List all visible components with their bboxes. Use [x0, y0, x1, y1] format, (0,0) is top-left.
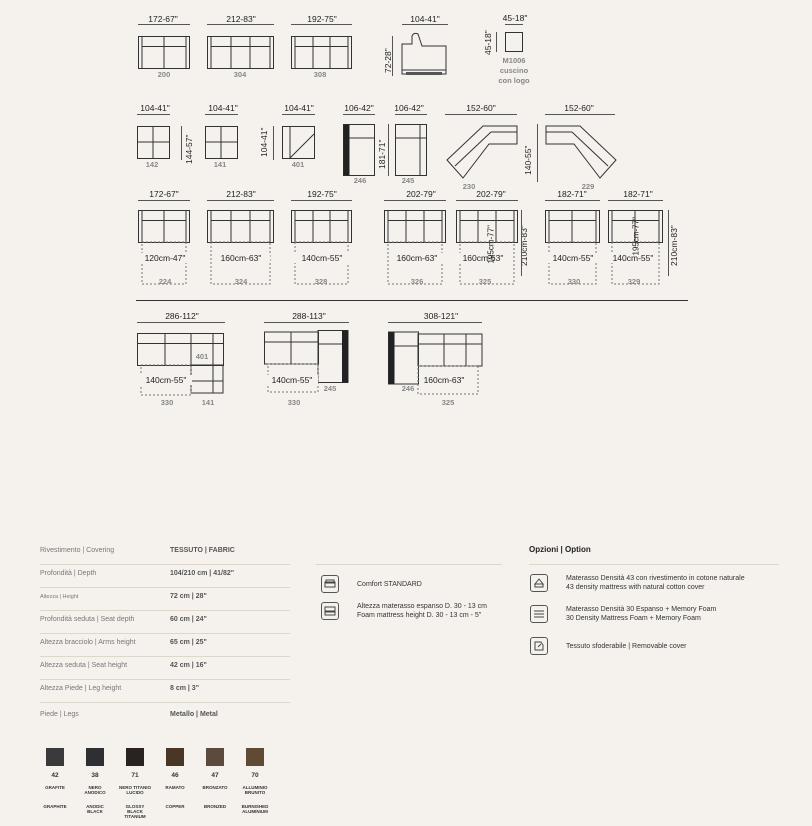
dim-line — [205, 114, 238, 115]
finish-name-en: GLOSSY BLACK TITANIUM — [124, 804, 146, 819]
dim-line — [207, 24, 274, 25]
dim-line — [273, 126, 274, 160]
dim-label: 172-67" — [149, 189, 179, 199]
dim-label: 182-71" — [623, 189, 653, 199]
sofabed-diagram — [384, 210, 446, 286]
sofabed-diagram — [138, 210, 190, 286]
finish-swatch — [246, 748, 264, 766]
side-dim: 144-57" — [184, 134, 194, 164]
option-text: 43 density mattress with natural cotton cover — [566, 584, 705, 591]
spec-value: Metallo | Metal — [170, 711, 218, 718]
corner-module-diagram — [137, 126, 170, 160]
spec-row — [40, 564, 290, 588]
model-code: 230 — [462, 182, 476, 191]
finish-number: 46 — [171, 772, 179, 779]
dim-label: 104-41" — [140, 103, 170, 113]
dim-line — [537, 124, 538, 182]
sofa-side-view-diagram — [400, 30, 450, 76]
finish-name-en: ANODIC BLACK — [86, 804, 104, 814]
spec-label: Altezza | Height — [40, 594, 79, 600]
finish-number: 70 — [251, 772, 259, 779]
dim-line — [343, 114, 375, 115]
dim-line — [388, 322, 482, 323]
bed-size-label: 140cm-55" — [608, 253, 658, 263]
model-code: 304 — [233, 70, 247, 79]
finish-swatch — [126, 748, 144, 766]
spec-row — [40, 656, 290, 680]
pouf-note-line: con logo — [498, 76, 530, 85]
dim-label: 308-121" — [423, 311, 459, 321]
dim-line — [608, 200, 663, 201]
bed-size-label: 160cm-63" — [420, 375, 468, 385]
dim-line — [496, 32, 497, 52]
spec-label: Piede | Legs — [40, 711, 79, 718]
side-dim: 210cm-83" — [669, 225, 679, 266]
dim-label: 212-83" — [226, 14, 256, 24]
spec-value: 72 cm | 28" — [170, 593, 207, 600]
model-code: 325 — [441, 398, 455, 407]
bed-size-label: 140cm-55" — [140, 375, 192, 385]
sofa-3seat-diagram — [291, 36, 352, 70]
finish-number: 42 — [51, 772, 59, 779]
dim-label: 45-18" — [502, 13, 528, 23]
spec-value: 42 cm | 16" — [170, 662, 207, 669]
finish-swatch — [206, 748, 224, 766]
side-dim: 140-55" — [523, 145, 533, 175]
dim-line — [264, 322, 349, 323]
spec-value: 8 cm | 3" — [170, 685, 200, 692]
model-code: 141 — [213, 160, 227, 169]
finish-name-it: BRONZATO — [202, 785, 228, 790]
finish-name-it: ALLUMINIO BRUNITO — [242, 785, 268, 795]
spec-label: Rivestimento | Covering — [40, 547, 115, 554]
dim-line — [137, 322, 225, 323]
dim-line — [392, 36, 393, 76]
side-dim: 210cm-83" — [519, 225, 529, 266]
model-code: 330 — [160, 398, 174, 407]
model-code: 142 — [145, 160, 159, 169]
dim-line — [291, 24, 352, 25]
spec-value: 60 cm | 24" — [170, 616, 207, 623]
dim-line — [384, 200, 446, 201]
option-text: Materasso Densità 30 Espanso + Memory Foam — [566, 606, 717, 613]
bed-size-label: 140cm-55" — [266, 375, 318, 385]
finish-number: 71 — [131, 772, 139, 779]
dim-label: 192-75" — [307, 14, 337, 24]
memory-foam-icon — [530, 605, 548, 623]
spec-row — [40, 587, 290, 611]
dim-label: 104-41" — [410, 14, 440, 24]
model-code: 200 — [157, 70, 171, 79]
model-code: 326 — [410, 277, 424, 286]
sofa-icon — [321, 575, 339, 593]
model-code: 328 — [314, 277, 328, 286]
dim-label: 202-79" — [406, 189, 436, 199]
corner-sofabed-diagram — [137, 333, 227, 399]
dim-label: 104-41" — [208, 103, 238, 113]
divider — [529, 564, 779, 565]
model-code: 245 — [323, 384, 337, 393]
model-code: 401 — [291, 160, 305, 169]
bed-size-label: 160cm-63" — [390, 253, 444, 263]
dim-label: 106-42" — [394, 103, 424, 113]
bed-size-label: 160cm-63" — [458, 253, 508, 263]
spec-row — [40, 541, 290, 565]
section-divider — [136, 300, 688, 301]
sofabed-diagram — [291, 210, 352, 286]
sofa-2seat-diagram — [138, 36, 190, 70]
model-code: 401 — [195, 352, 209, 361]
side-dim: 181-71" — [377, 139, 387, 169]
spec-value: 104/210 cm | 41/82" — [170, 570, 235, 577]
dim-label: 172-67" — [148, 14, 178, 24]
curved-corner-left-diagram — [445, 124, 519, 182]
finish-number: 38 — [91, 772, 99, 779]
finish-name-it: NERO ANODICO — [84, 785, 106, 795]
chaise-right-diagram — [395, 124, 427, 176]
sofabed-diagram — [545, 210, 600, 286]
dim-line — [445, 114, 517, 115]
dim-line — [207, 200, 274, 201]
finish-name-it: RAMATO — [165, 785, 185, 790]
dim-label: 182-71" — [557, 189, 587, 199]
spec-label: Altezza bracciolo | Arms height — [40, 639, 136, 646]
spec-label: Altezza seduta | Seat height — [40, 662, 128, 669]
model-code: 324 — [234, 277, 248, 286]
finish-swatch — [86, 748, 104, 766]
finish-name-en: COPPER — [165, 804, 185, 809]
spec-row — [40, 633, 290, 657]
model-code: 246 — [401, 384, 415, 393]
option-text: Tessuto sfoderabile | Removable cover — [566, 643, 687, 650]
dim-line — [282, 114, 315, 115]
side-dim: 104-41" — [259, 127, 269, 157]
dim-label: 192-75" — [307, 189, 337, 199]
model-code: 325 — [478, 277, 492, 286]
dim-line — [668, 210, 669, 276]
dim-label: 288-113" — [292, 311, 326, 321]
dim-line — [388, 124, 389, 176]
finish-name-it: GRAFITE — [45, 785, 65, 790]
dim-line — [456, 200, 518, 201]
dim-label: 152-60" — [466, 103, 496, 113]
dim-line — [138, 24, 190, 25]
dim-label: 202-79" — [476, 189, 506, 199]
dim-line — [545, 114, 615, 115]
dim-line — [402, 24, 448, 25]
pouf-note-line: cuscino — [499, 66, 529, 75]
spec-label: Profondità seduta | Seat depth — [40, 616, 135, 623]
model-code: 330 — [287, 398, 301, 407]
model-code: 330 — [567, 277, 581, 286]
comfort-text: Altezza materasso espanso D. 30 - 13 cm — [357, 603, 487, 610]
divider — [316, 564, 502, 565]
dim-line — [505, 24, 523, 25]
bed-size-label: 140cm-55" — [548, 253, 598, 263]
dim-label: 106-42" — [344, 103, 374, 113]
dim-line — [181, 126, 182, 160]
finish-number: 47 — [211, 772, 219, 779]
dim-line — [138, 200, 190, 201]
option-text: 30 Density Mattress Foam + Memory Foam — [566, 615, 701, 622]
height-dim-label: 72-28" — [383, 48, 393, 73]
side-dim: 195cm-77" — [631, 217, 641, 256]
side-dim: 195cm-77" — [486, 225, 496, 264]
dim-line — [291, 200, 352, 201]
model-code: 141 — [201, 398, 215, 407]
finish-name-it: NERO TITANIO LUCIDO — [119, 785, 151, 795]
mattress-icon — [321, 602, 339, 620]
bed-size-label: 140cm-55" — [294, 253, 350, 263]
comfort-text: Comfort STANDARD — [357, 581, 422, 588]
dim-label: 104-41" — [284, 103, 314, 113]
spec-label: Altezza Piede | Leg height — [40, 685, 122, 692]
dim-label: 212-83" — [226, 189, 256, 199]
spec-row — [40, 610, 290, 634]
finish-name-en: BRONZED — [203, 804, 227, 809]
module-diagram — [205, 126, 238, 160]
pouf-side-dim: 45-18" — [483, 30, 493, 55]
comfort-text: Foam mattress height D. 30 - 13 cm - 5" — [357, 612, 482, 619]
spec-row — [40, 679, 290, 703]
pouf-note-line: M1006 — [502, 56, 526, 65]
dim-line — [395, 114, 427, 115]
model-code: 245 — [401, 176, 415, 185]
options-title: Opzioni | Option — [529, 545, 591, 554]
model-code: 308 — [313, 70, 327, 79]
curved-corner-right-diagram — [544, 124, 618, 182]
dim-line — [521, 210, 522, 276]
removable-cover-icon — [530, 637, 548, 655]
chaise-left-diagram — [343, 124, 375, 176]
dim-label: 152-60" — [564, 103, 594, 113]
spec-value: TESSUTO | FABRIC — [170, 547, 235, 554]
model-code: 224 — [158, 277, 172, 286]
dim-line — [137, 114, 170, 115]
sofabed-diagram — [207, 210, 274, 286]
finish-name-en: GRAPHITE — [43, 804, 67, 809]
bed-size-label: 160cm-63" — [212, 253, 270, 263]
model-code: 329 — [627, 277, 641, 286]
mattress-cover-icon — [530, 574, 548, 592]
corner-diagonal-diagram — [282, 126, 315, 160]
model-code: 229 — [581, 182, 595, 191]
pouf-diagram — [505, 32, 523, 52]
spec-row — [40, 705, 290, 728]
dim-label: 286-112" — [165, 311, 199, 321]
spec-value: 65 cm | 25" — [170, 639, 207, 646]
finish-swatch — [166, 748, 184, 766]
finish-name-en: BURNISHED ALUMINIUM — [241, 804, 269, 814]
spec-label: Profondità | Depth — [40, 570, 97, 577]
model-code: 246 — [353, 176, 367, 185]
dim-line — [545, 200, 600, 201]
finish-swatch — [46, 748, 64, 766]
sofa-3seat-diagram — [207, 36, 274, 70]
option-text: Materasso Densità 43 con rivestimento in cotone naturale — [566, 575, 745, 582]
bed-size-label: 120cm-47" — [140, 253, 190, 263]
